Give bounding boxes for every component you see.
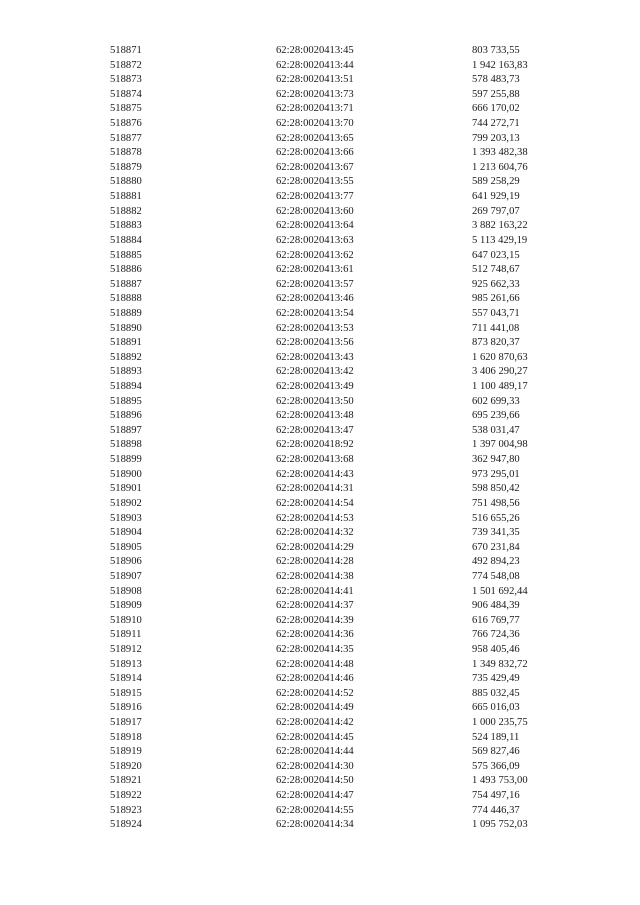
- cadastral-value: 1 501 692,44: [472, 585, 528, 597]
- cadastral-value: 665 016,03: [472, 702, 520, 714]
- table-row: [110, 146, 580, 161]
- cadastral-number: 62:28:0020413:46: [276, 293, 354, 305]
- table-row: [110, 117, 580, 132]
- cadastral-value-table: [110, 44, 580, 833]
- cadastral-number: 62:28:0020414:29: [276, 541, 354, 553]
- table-row: [110, 322, 580, 337]
- cadastral-value: 1 349 832,72: [472, 658, 528, 670]
- cadastral-number: 62:28:0020414:54: [276, 497, 354, 509]
- table-row: [110, 263, 580, 278]
- row-number: 518887: [110, 278, 142, 290]
- row-number: 518923: [110, 804, 142, 816]
- table-row: [110, 745, 580, 760]
- row-number: 518906: [110, 556, 142, 568]
- row-number: 518910: [110, 614, 142, 626]
- cadastral-value: 973 295,01: [472, 468, 520, 480]
- row-number: 518924: [110, 819, 142, 831]
- row-number: 518904: [110, 527, 142, 539]
- cadastral-value: 666 170,02: [472, 103, 520, 115]
- cadastral-value: 1 000 235,75: [472, 717, 528, 729]
- table-row: [110, 512, 580, 527]
- cadastral-number: 62:28:0020413:66: [276, 147, 354, 159]
- table-row: [110, 468, 580, 483]
- cadastral-value: 774 548,08: [472, 570, 520, 582]
- row-number: 518875: [110, 103, 142, 115]
- cadastral-number: 62:28:0020413:77: [276, 191, 354, 203]
- row-number: 518902: [110, 497, 142, 509]
- cadastral-value: 735 429,49: [472, 673, 520, 685]
- table-row: [110, 555, 580, 570]
- cadastral-value: 578 483,73: [472, 74, 520, 86]
- row-number: 518921: [110, 775, 142, 787]
- row-number: 518899: [110, 454, 142, 466]
- cadastral-value: 803 733,55: [472, 45, 520, 56]
- cadastral-number: 62:28:0020414:37: [276, 600, 354, 612]
- cadastral-number: 62:28:0020414:47: [276, 790, 354, 802]
- cadastral-number: 62:28:0020413:47: [276, 424, 354, 436]
- row-number: 518873: [110, 74, 142, 86]
- row-number: 518920: [110, 760, 142, 772]
- row-number: 518919: [110, 746, 142, 758]
- cadastral-value: 906 484,39: [472, 600, 520, 612]
- cadastral-number: 62:28:0020414:41: [276, 585, 354, 597]
- cadastral-number: 62:28:0020413:73: [276, 88, 354, 100]
- cadastral-number: 62:28:0020413:60: [276, 205, 354, 217]
- cadastral-value: 873 820,37: [472, 337, 520, 349]
- row-number: 518909: [110, 600, 142, 612]
- row-number: 518883: [110, 220, 142, 232]
- table-row: [110, 88, 580, 103]
- row-number: 518871: [110, 45, 142, 56]
- cadastral-number: 62:28:0020414:30: [276, 760, 354, 772]
- cadastral-value: 695 239,66: [472, 410, 520, 422]
- table-row: [110, 716, 580, 731]
- row-number: 518888: [110, 293, 142, 305]
- cadastral-number: 62:28:0020414:38: [276, 570, 354, 582]
- cadastral-number: 62:28:0020414:50: [276, 775, 354, 787]
- cadastral-number: 62:28:0020413:70: [276, 118, 354, 130]
- table-row: [110, 541, 580, 556]
- cadastral-value: 885 032,45: [472, 687, 520, 699]
- row-number: 518918: [110, 731, 142, 743]
- cadastral-value: 602 699,33: [472, 395, 520, 407]
- table-row: [110, 132, 580, 147]
- table-row: [110, 365, 580, 380]
- table-row: [110, 102, 580, 117]
- cadastral-value: 1 493 753,00: [472, 775, 528, 787]
- row-number: 518878: [110, 147, 142, 159]
- table-row: [110, 760, 580, 775]
- table-row: [110, 307, 580, 322]
- row-number: 518881: [110, 191, 142, 203]
- row-number: 518894: [110, 381, 142, 393]
- table-row: [110, 628, 580, 643]
- row-number: 518877: [110, 132, 142, 144]
- cadastral-value: 1 213 604,76: [472, 161, 528, 173]
- table-row: [110, 409, 580, 424]
- row-number: 518907: [110, 570, 142, 582]
- table-row: [110, 526, 580, 541]
- cadastral-number: 62:28:0020413:56: [276, 337, 354, 349]
- cadastral-value: 5 113 429,19: [472, 234, 528, 246]
- cadastral-number: 62:28:0020414:45: [276, 731, 354, 743]
- table-row: [110, 380, 580, 395]
- row-number: 518885: [110, 249, 142, 261]
- cadastral-number: 62:28:0020414:46: [276, 673, 354, 685]
- cadastral-value: 1 095 752,03: [472, 819, 528, 831]
- row-number: 518915: [110, 687, 142, 699]
- cadastral-value: 739 341,35: [472, 527, 520, 539]
- cadastral-value: 985 261,66: [472, 293, 520, 305]
- cadastral-number: 62:28:0020413:71: [276, 103, 354, 115]
- table-row: [110, 234, 580, 249]
- cadastral-number: 62:28:0020414:53: [276, 512, 354, 524]
- cadastral-number: 62:28:0020414:52: [276, 687, 354, 699]
- cadastral-value: 616 769,77: [472, 614, 520, 626]
- table-row: [110, 292, 580, 307]
- table-row: [110, 672, 580, 687]
- table-row: [110, 643, 580, 658]
- row-number: 518901: [110, 483, 142, 495]
- table-row: [110, 453, 580, 468]
- table-row: [110, 336, 580, 351]
- cadastral-value: 754 497,16: [472, 790, 520, 802]
- cadastral-number: 62:28:0020414:55: [276, 804, 354, 816]
- table-row: [110, 585, 580, 600]
- table-row: [110, 570, 580, 585]
- cadastral-value: 3 406 290,27: [472, 366, 528, 378]
- row-number: 518886: [110, 264, 142, 276]
- table-row: [110, 774, 580, 789]
- cadastral-value: 744 272,71: [472, 118, 520, 130]
- cadastral-value: 1 620 870,63: [472, 351, 528, 363]
- cadastral-value: 575 366,09: [472, 760, 520, 772]
- cadastral-number: 62:28:0020414:28: [276, 556, 354, 568]
- cadastral-value: 766 724,36: [472, 629, 520, 641]
- cadastral-number: 62:28:0020413:45: [276, 45, 354, 56]
- cadastral-value: 597 255,88: [472, 88, 520, 100]
- cadastral-value: 641 929,19: [472, 191, 520, 203]
- row-number: 518892: [110, 351, 142, 363]
- cadastral-value: 647 023,15: [472, 249, 520, 261]
- row-number: 518893: [110, 366, 142, 378]
- cadastral-number: 62:28:0020413:51: [276, 74, 354, 86]
- row-number: 518874: [110, 88, 142, 100]
- cadastral-number: 62:28:0020413:44: [276, 59, 354, 71]
- table-row: [110, 614, 580, 629]
- table-row: [110, 190, 580, 205]
- table-row: [110, 731, 580, 746]
- cadastral-number: 62:28:0020414:31: [276, 483, 354, 495]
- table-row: [110, 497, 580, 512]
- row-number: 518917: [110, 717, 142, 729]
- cadastral-value: 1 397 004,98: [472, 439, 528, 451]
- cadastral-value: 1 942 163,83: [472, 59, 528, 71]
- cadastral-number: 62:28:0020413:43: [276, 351, 354, 363]
- cadastral-value: 269 797,07: [472, 205, 520, 217]
- row-number: 518889: [110, 307, 142, 319]
- row-number: 518912: [110, 643, 142, 655]
- cadastral-number: 62:28:0020418:92: [276, 439, 354, 451]
- cadastral-value: 598 850,42: [472, 483, 520, 495]
- table-row: [110, 175, 580, 190]
- table-row: [110, 482, 580, 497]
- cadastral-number: 62:28:0020413:61: [276, 264, 354, 276]
- row-number: 518876: [110, 118, 142, 130]
- row-number: 518916: [110, 702, 142, 714]
- row-number: 518914: [110, 673, 142, 685]
- table-row: [110, 59, 580, 74]
- cadastral-value: 492 894,23: [472, 556, 520, 568]
- table-row: [110, 161, 580, 176]
- cadastral-number: 62:28:0020413:67: [276, 161, 354, 173]
- cadastral-number: 62:28:0020414:42: [276, 717, 354, 729]
- row-number: 518890: [110, 322, 142, 334]
- cadastral-number: 62:28:0020414:34: [276, 819, 354, 831]
- table-row: [110, 278, 580, 293]
- row-number: 518879: [110, 161, 142, 173]
- cadastral-value: 589 258,29: [472, 176, 520, 188]
- cadastral-number: 62:28:0020414:36: [276, 629, 354, 641]
- cadastral-value: 557 043,71: [472, 307, 520, 319]
- cadastral-number: 62:28:0020413:49: [276, 381, 354, 393]
- cadastral-number: 62:28:0020414:49: [276, 702, 354, 714]
- cadastral-value: 958 405,46: [472, 643, 520, 655]
- cadastral-number: 62:28:0020414:35: [276, 643, 354, 655]
- cadastral-number: 62:28:0020413:55: [276, 176, 354, 188]
- row-number: 518908: [110, 585, 142, 597]
- table-row: [110, 687, 580, 702]
- cadastral-value: 799 203,13: [472, 132, 520, 144]
- row-number: 518880: [110, 176, 142, 188]
- table-row: [110, 818, 580, 833]
- row-number: 518891: [110, 337, 142, 349]
- cadastral-number: 62:28:0020413:63: [276, 234, 354, 246]
- row-number: 518900: [110, 468, 142, 480]
- row-number: 518882: [110, 205, 142, 217]
- cadastral-number: 62:28:0020413:57: [276, 278, 354, 290]
- row-number: 518898: [110, 439, 142, 451]
- table-row: [110, 249, 580, 264]
- cadastral-number: 62:28:0020413:53: [276, 322, 354, 334]
- table-row: [110, 701, 580, 716]
- cadastral-number: 62:28:0020413:65: [276, 132, 354, 144]
- row-number: 518905: [110, 541, 142, 553]
- cadastral-value: 524 189,11: [472, 731, 520, 743]
- cadastral-number: 62:28:0020414:48: [276, 658, 354, 670]
- row-number: 518884: [110, 234, 142, 246]
- cadastral-number: 62:28:0020413:64: [276, 220, 354, 232]
- cadastral-value: 1 100 489,17: [472, 381, 528, 393]
- row-number: 518872: [110, 59, 142, 71]
- cadastral-number: 62:28:0020414:44: [276, 746, 354, 758]
- table-row: [110, 219, 580, 234]
- cadastral-number: 62:28:0020414:32: [276, 527, 354, 539]
- cadastral-number: 62:28:0020413:62: [276, 249, 354, 261]
- row-number: 518922: [110, 790, 142, 802]
- cadastral-value: 3 882 163,22: [472, 220, 528, 232]
- table-row: [110, 44, 580, 59]
- cadastral-number: 62:28:0020413:50: [276, 395, 354, 407]
- cadastral-value: 512 748,67: [472, 264, 520, 276]
- cadastral-value: 1 393 482,38: [472, 147, 528, 159]
- table-row: [110, 424, 580, 439]
- cadastral-number: 62:28:0020413:48: [276, 410, 354, 422]
- row-number: 518897: [110, 424, 142, 436]
- row-number: 518896: [110, 410, 142, 422]
- row-number: 518895: [110, 395, 142, 407]
- table-row: [110, 395, 580, 410]
- table-row: [110, 599, 580, 614]
- row-number: 518913: [110, 658, 142, 670]
- table-row: [110, 73, 580, 88]
- cadastral-value: 538 031,47: [472, 424, 520, 436]
- cadastral-number: 62:28:0020413:54: [276, 307, 354, 319]
- cadastral-value: 516 655,26: [472, 512, 520, 524]
- cadastral-value: 774 446,37: [472, 804, 520, 816]
- cadastral-number: 62:28:0020414:43: [276, 468, 354, 480]
- cadastral-value: 925 662,33: [472, 278, 520, 290]
- table-row: [110, 789, 580, 804]
- table-row: [110, 438, 580, 453]
- table-row: [110, 804, 580, 819]
- table-row: [110, 658, 580, 673]
- table-row: [110, 205, 580, 220]
- table-row: [110, 351, 580, 366]
- cadastral-number: 62:28:0020414:39: [276, 614, 354, 626]
- cadastral-value: 751 498,56: [472, 497, 520, 509]
- row-number: 518903: [110, 512, 142, 524]
- row-number: 518911: [110, 629, 142, 641]
- cadastral-value: 362 947,80: [472, 454, 520, 466]
- cadastral-number: 62:28:0020413:68: [276, 454, 354, 466]
- cadastral-number: 62:28:0020413:42: [276, 366, 354, 378]
- cadastral-value: 711 441,08: [472, 322, 520, 334]
- cadastral-value: 670 231,84: [472, 541, 520, 553]
- cadastral-value: 569 827,46: [472, 746, 520, 758]
